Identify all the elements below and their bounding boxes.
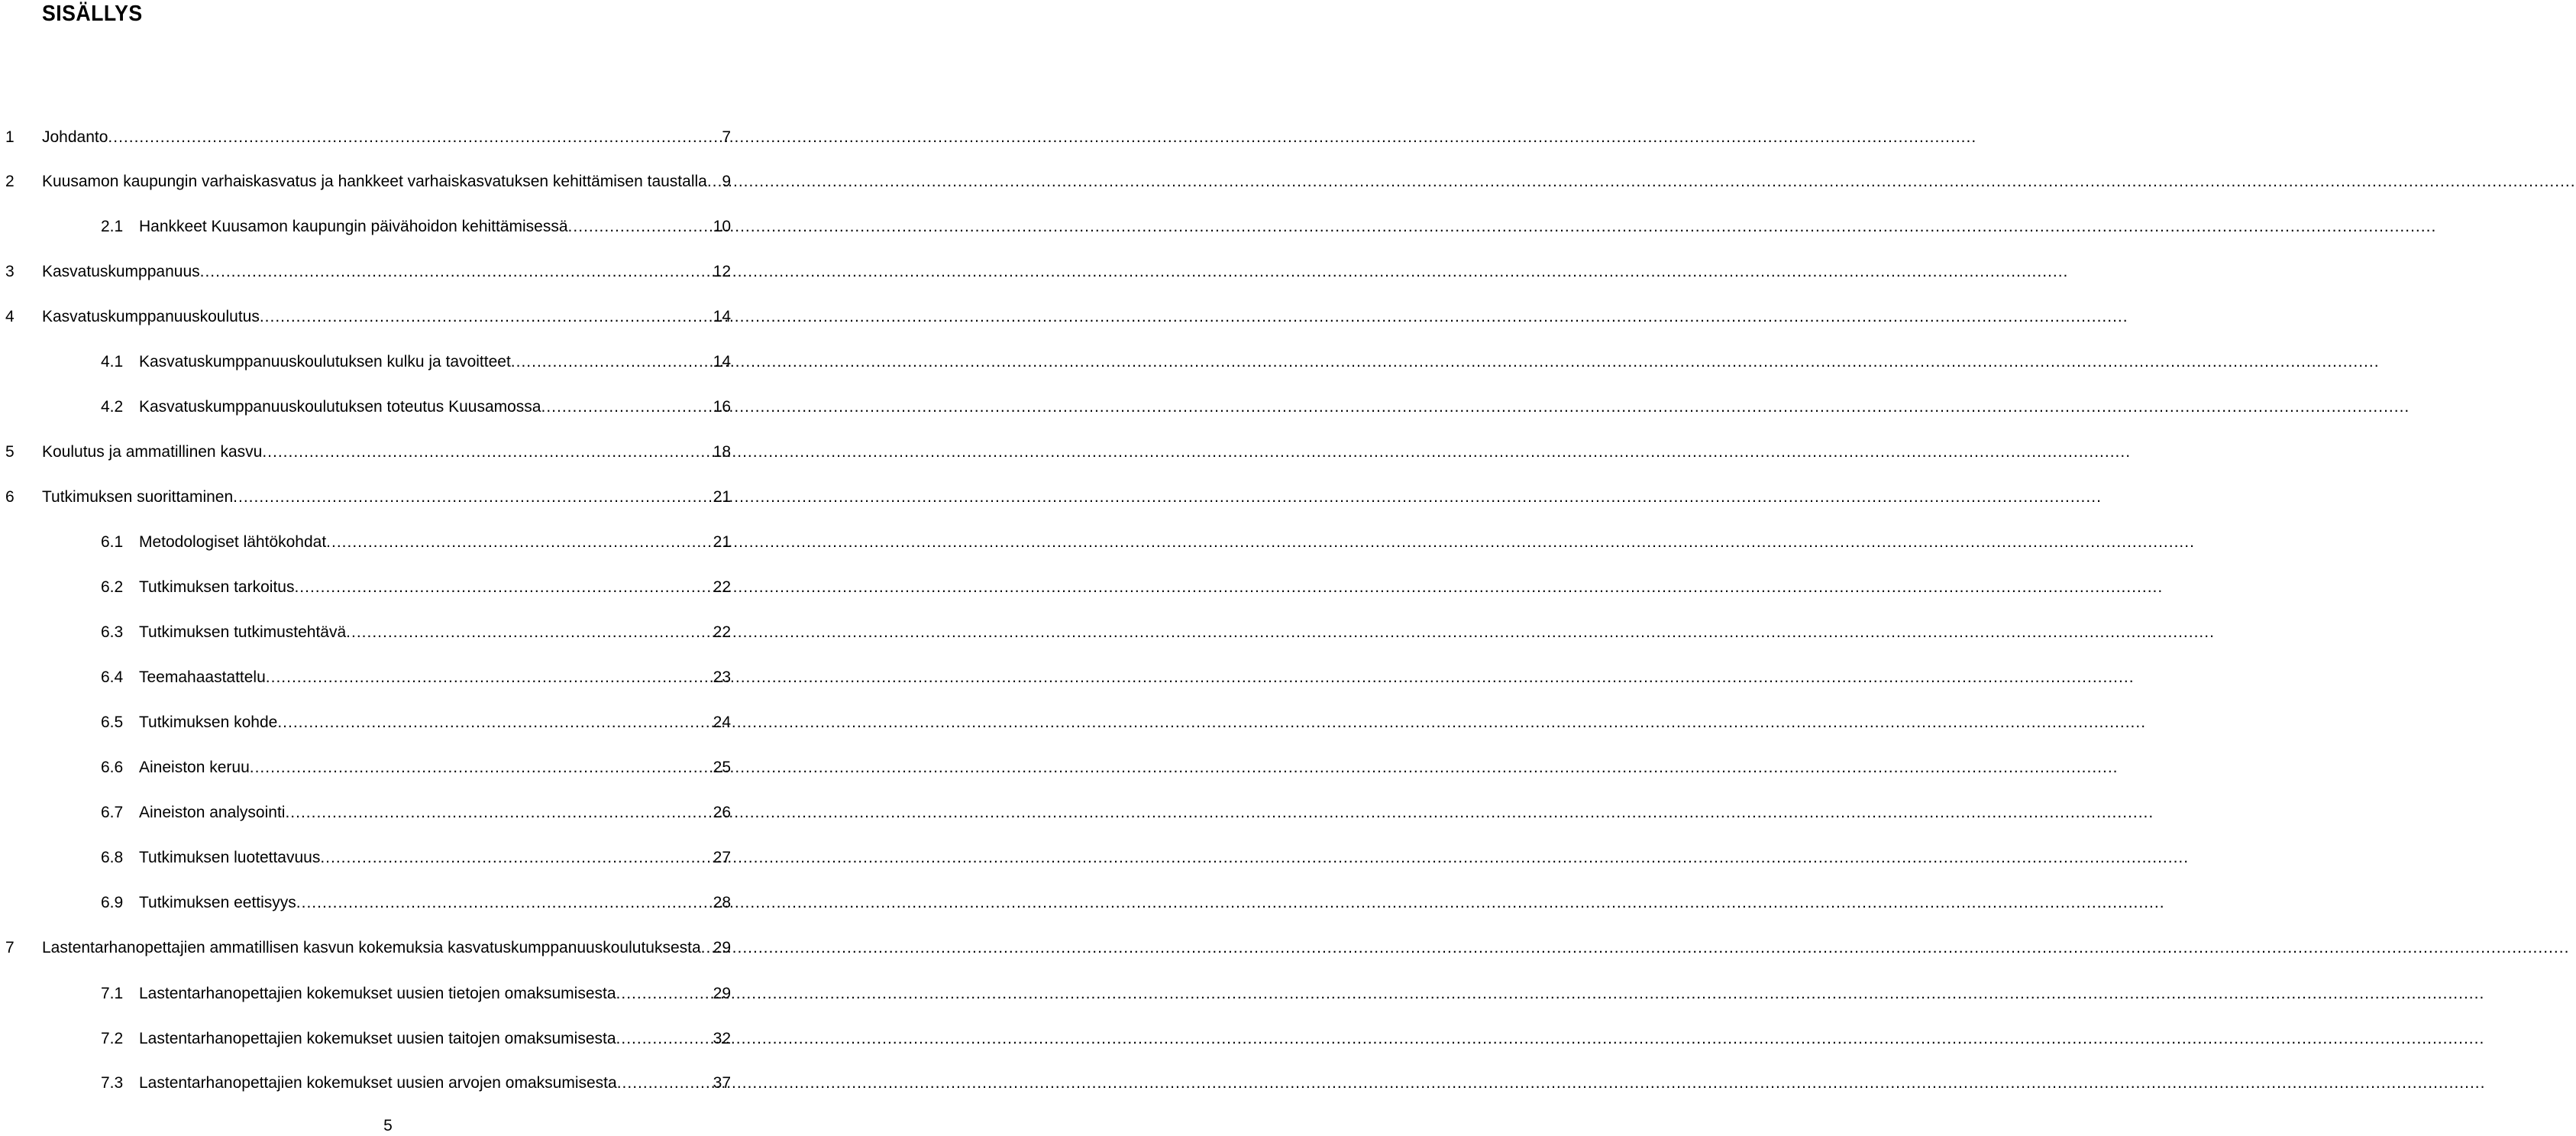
toc-entry-number: 6.7 [101, 804, 124, 821]
toc-entry-title: Metodologiset lähtökohdat [139, 533, 327, 551]
toc-entry-number: 6.6 [101, 759, 124, 776]
toc-entry-page: 10 [713, 218, 731, 235]
toc-entry-title: Kasvatuskumppanuuskoulutuksen kulku ja tavoitteet [139, 353, 511, 371]
toc-entry-page: 29 [713, 985, 731, 1002]
toc-entry-1[interactable] [5, 126, 731, 149]
dot-leader [320, 846, 711, 869]
toc-entry-page: 32 [713, 1030, 731, 1047]
dot-leader [250, 756, 712, 779]
toc-entry-title: Koulutus ja ammatillinen kasvu [42, 443, 263, 461]
toc-entry-6[interactable] [5, 486, 731, 509]
toc-entry-title: Tutkimuksen suorittaminen [42, 488, 234, 506]
toc-entry-6-6[interactable] [101, 756, 731, 779]
toc-entry-title: Lastentarhanopettajien kokemukset uusien tietojen omaksumisesta [139, 985, 616, 1002]
dot-leader [616, 1028, 712, 1050]
dot-leader [346, 621, 711, 644]
toc-entry-title: Teemahaastattelu [139, 668, 266, 686]
toc-entry-page: 25 [713, 759, 731, 776]
page-number: 5 [383, 1117, 393, 1134]
dot-leader [266, 666, 712, 689]
dot-leader [707, 170, 720, 193]
toc-entry-title: Tutkimuksen luotettavuus [139, 849, 321, 866]
toc-entry-page: 18 [713, 443, 731, 461]
toc-entry-7-1[interactable] [101, 982, 731, 1005]
toc-entry-4-2[interactable] [101, 396, 731, 419]
toc-entry-number: 4.2 [101, 398, 124, 416]
toc-entry-number: 1 [5, 128, 15, 146]
toc-entry-number: 2.1 [101, 218, 124, 235]
toc-entry-6-5[interactable] [101, 711, 731, 734]
toc-entry-page: 26 [713, 804, 731, 821]
dot-leader [260, 306, 712, 329]
toc-entry-number: 6 [5, 488, 15, 506]
toc-entry-7-3[interactable] [101, 1072, 731, 1095]
dot-leader [108, 126, 720, 149]
toc-entry-number: 5 [5, 443, 15, 461]
toc-entry-title: Aineiston keruu [139, 759, 250, 776]
toc-entry-number: 6.1 [101, 533, 124, 551]
toc-entry-number: 7.1 [101, 985, 124, 1002]
toc-entry-3[interactable] [5, 261, 731, 283]
toc-entry-page: 14 [713, 308, 731, 325]
toc-entry-page: 16 [713, 398, 731, 416]
toc-entry-title: Kasvatuskumppanuus [42, 263, 200, 280]
toc-entry-title: Lastentarhanopettajien ammatillisen kasvun kokemuksia kasvatuskumppanuuskoulutuksesta [42, 939, 701, 956]
dot-leader [285, 801, 711, 824]
dot-leader [277, 711, 711, 734]
toc-entry-page: 24 [713, 714, 731, 731]
dot-leader [541, 396, 712, 419]
toc-entry-title: Tutkimuksen kohde [139, 714, 278, 731]
toc-entry-number: 6.8 [101, 849, 124, 866]
toc-entry-title: Kasvatuskumppanuuskoulutuksen toteutus Kuusamossa [139, 398, 541, 416]
toc-entry-6-2[interactable] [101, 576, 731, 599]
toc-entry-2-1[interactable] [101, 215, 731, 238]
toc-entry-6-9[interactable] [101, 892, 731, 914]
toc-entry-6-4[interactable] [101, 666, 731, 689]
dot-leader [262, 441, 711, 464]
toc-entry-6-3[interactable] [101, 621, 731, 644]
toc-entry-number: 6.4 [101, 668, 124, 686]
toc-entry-number: 6.5 [101, 714, 124, 731]
toc-entry-7[interactable] [5, 937, 731, 960]
toc-entry-6-1[interactable] [101, 531, 731, 554]
toc-entry-page: 37 [713, 1074, 731, 1092]
toc-entry-number: 7.2 [101, 1030, 124, 1047]
toc-entry-number: 6.2 [101, 578, 124, 596]
toc-entry-number: 7.3 [101, 1074, 124, 1092]
toc-entry-page: 28 [713, 894, 731, 911]
toc-entry-5[interactable] [5, 441, 731, 464]
toc-entry-number: 7 [5, 939, 15, 956]
toc-entry-title: Johdanto [42, 128, 108, 146]
toc-entry-page: 29 [713, 939, 731, 956]
toc-entry-page: 9 [722, 173, 731, 190]
toc-entry-4[interactable] [5, 306, 731, 329]
toc-entry-page: 22 [713, 578, 731, 596]
dot-leader [701, 937, 712, 960]
dot-leader [568, 215, 712, 238]
toc-entry-title: Kasvatuskumppanuuskoulutus [42, 308, 260, 325]
toc-entry-title: Kuusamon kaupungin varhaiskasvatus ja hankkeet varhaiskasvatuksen kehittämisen taustalla [42, 173, 707, 190]
toc-entry-number: 6.3 [101, 623, 124, 641]
dot-leader [511, 351, 712, 374]
page-title: SISÄLLYS [42, 2, 143, 26]
toc-entry-number: 2 [5, 173, 15, 190]
toc-entry-number: 4 [5, 308, 15, 325]
dot-leader [294, 576, 711, 599]
toc-entry-title: Tutkimuksen tarkoitus [139, 578, 295, 596]
dot-leader [616, 982, 712, 1005]
toc-entry-title: Tutkimuksen eettisyys [139, 894, 296, 911]
dot-leader [233, 486, 711, 509]
toc-entry-number: 3 [5, 263, 15, 280]
toc-entry-page: 7 [722, 128, 731, 146]
toc-entry-number: 4.1 [101, 353, 124, 371]
dot-leader [200, 261, 712, 283]
toc-entry-page: 22 [713, 623, 731, 641]
toc-entry-6-7[interactable] [101, 801, 731, 824]
toc-entry-4-1[interactable] [101, 351, 731, 374]
toc-entry-page: 21 [713, 533, 731, 551]
dot-leader [326, 531, 711, 554]
toc-entry-page: 21 [713, 488, 731, 506]
toc-entry-7-2[interactable] [101, 1028, 731, 1050]
toc-entry-page: 12 [713, 263, 731, 280]
toc-entry-title: Lastentarhanopettajien kokemukset uusien taitojen omaksumisesta [139, 1030, 616, 1047]
toc-entry-title: Lastentarhanopettajien kokemukset uusien arvojen omaksumisesta [139, 1074, 617, 1092]
dot-leader [296, 892, 712, 914]
toc-entry-title: Tutkimuksen tutkimustehtävä [139, 623, 347, 641]
toc-entry-page: 27 [713, 849, 731, 866]
toc-entry-title: Aineiston analysointi [139, 804, 286, 821]
toc-entry-title: Hankkeet Kuusamon kaupungin päivähoidon kehittämisessä [139, 218, 568, 235]
toc-entry-6-8[interactable] [101, 846, 731, 869]
toc-entry-2[interactable] [5, 170, 731, 193]
toc-entry-page: 23 [713, 668, 731, 686]
toc-entry-page: 14 [713, 353, 731, 371]
dot-leader [617, 1072, 712, 1095]
toc-entry-number: 6.9 [101, 894, 124, 911]
